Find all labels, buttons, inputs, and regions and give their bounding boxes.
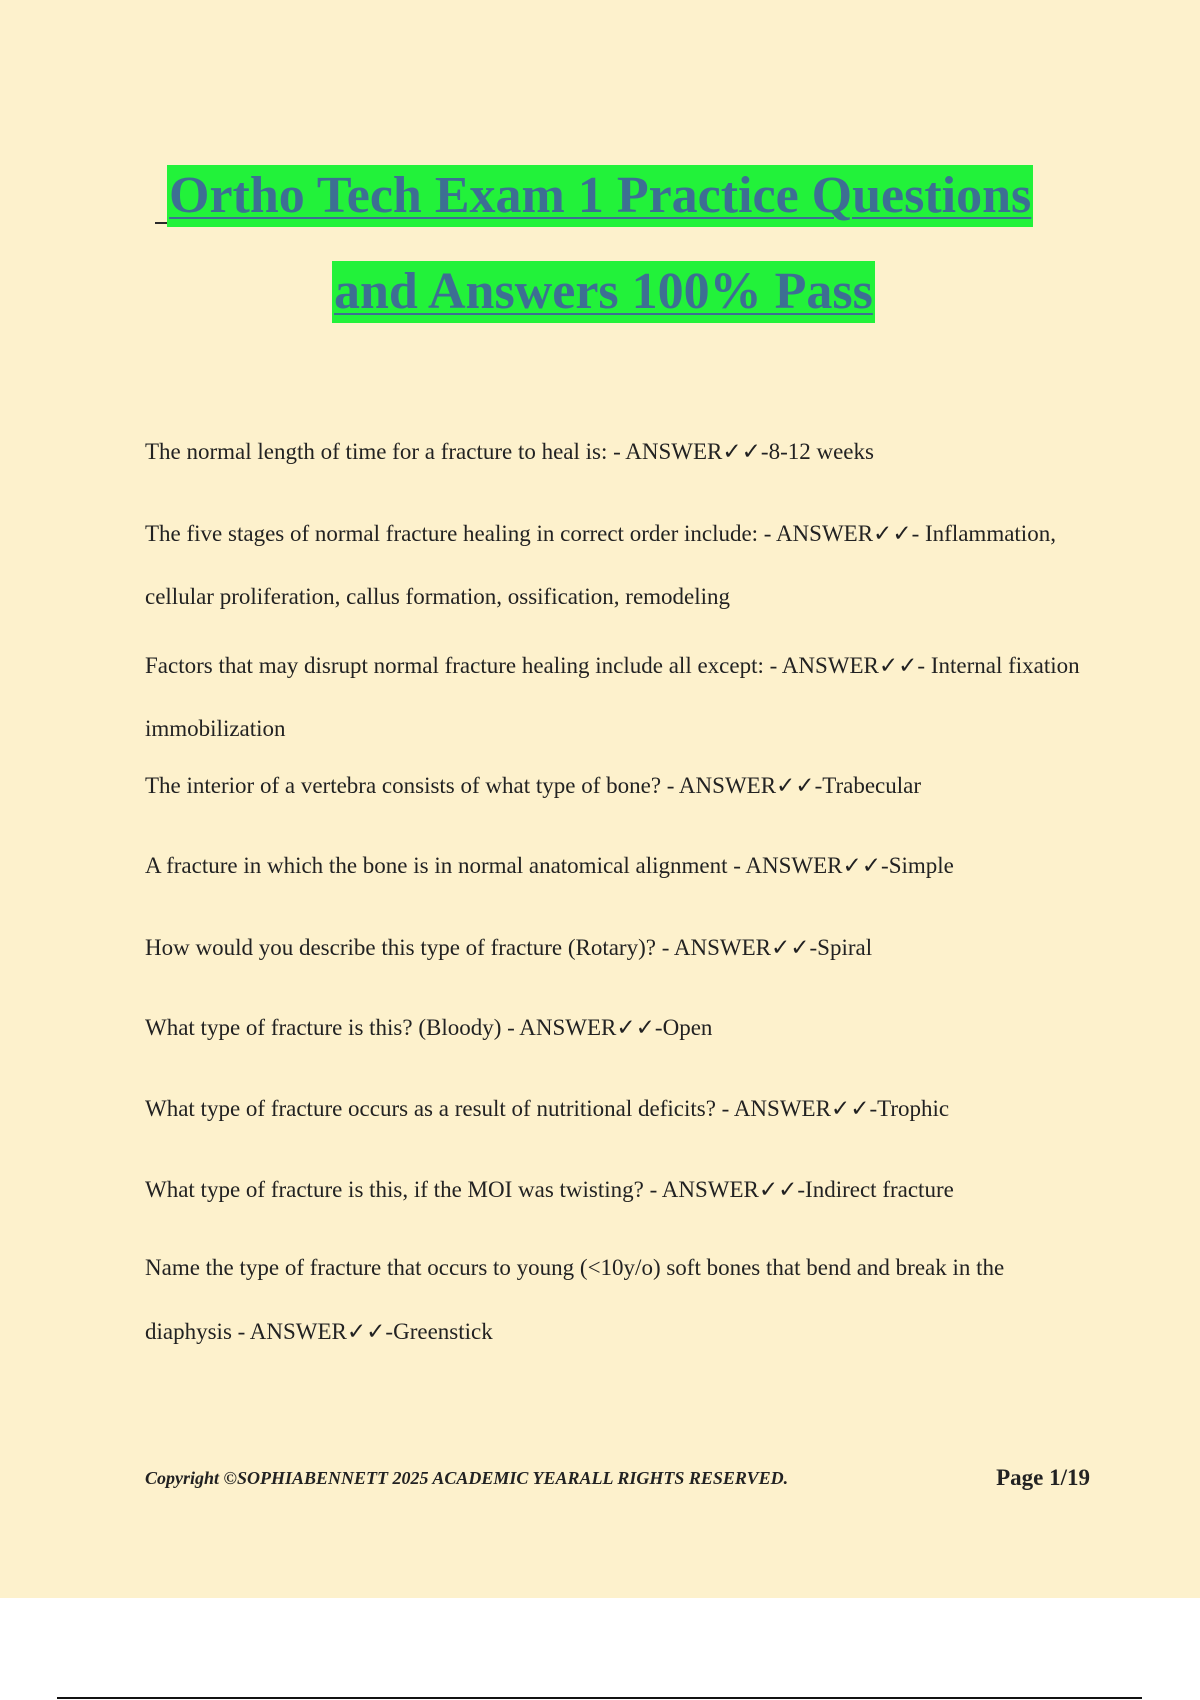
qa-item: Name the type of fracture that occurs to young (<10y/o) soft bones that bend and break in the diaphysis - ANSWER✓✓-Greenstick: [145, 1255, 1005, 1344]
qa-item: A fracture in which the bone is in normal anatomical alignment - ANSWER✓✓-Simple: [145, 853, 954, 878]
title-line-1: Ortho Tech Exam 1 Practice Questions: [167, 165, 1033, 227]
qa-list: [145, 432, 1085, 1382]
copyright-notice: Copyright ©SOPHIABENNETT 2025 ACADEMIC YEARALL RIGHTS RESERVED.: [145, 1468, 789, 1488]
qa-item: What type of fracture occurs as a result of nutritional deficits? - ANSWER✓✓-Trophic: [145, 1096, 950, 1121]
title-underscore: [155, 222, 167, 224]
qa-item: What type of fracture is this? (Bloody) - ANSWER✓✓-Open: [145, 1015, 713, 1040]
qa-item: The five stages of normal fracture healing in correct order include: - ANSWER✓✓- Inflammation, cellular proliferation, callus formation, ossification, remodeling: [145, 521, 1056, 609]
qa-item: Factors that may disrupt normal fracture healing include all except: - ANSWER✓✓- Internal fixation immobilization: [145, 653, 1080, 741]
page-number: Page 1/19: [996, 1465, 1090, 1490]
title-line-2: and Answers 100% Pass: [332, 261, 875, 323]
qa-item: How would you describe this type of fracture (Rotary)? - ANSWER✓✓-Spiral: [145, 935, 873, 960]
bottom-divider: [57, 1697, 1142, 1699]
qa-item: The interior of a vertebra consists of what type of bone? - ANSWER✓✓-Trabecular: [145, 773, 922, 798]
qa-item: What type of fracture is this, if the MOI was twisting? - ANSWER✓✓-Indirect fracture: [145, 1177, 954, 1202]
qa-item: The normal length of time for a fracture to heal is: - ANSWER✓✓-8-12 weeks: [145, 439, 874, 464]
page-footer: [145, 1465, 1090, 1498]
